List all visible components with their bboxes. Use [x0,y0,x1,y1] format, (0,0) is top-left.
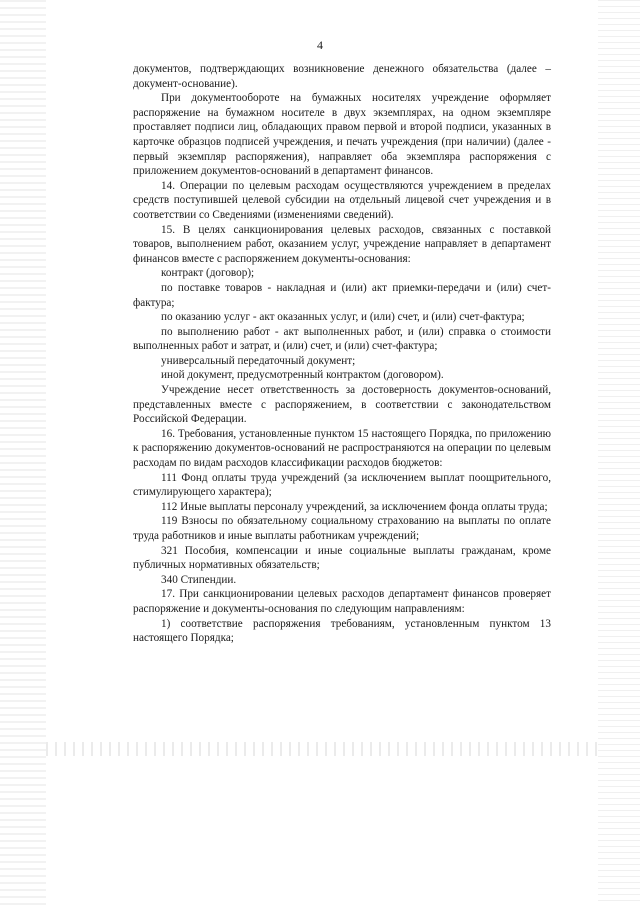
list-item: по поставке товаров - накладная и (или) акт приемки-передачи и (или) счет-фактура; [133,281,551,309]
scan-edge-left [0,0,46,905]
list-item: 1) соответствие распоряжения требованиям, установленным пунктом 13 настоящего Порядка; [133,617,551,645]
list-item: по выполнению работ - акт выполненных работ, и (или) справка о стоимости выполненных работ и затрат, и (или) счет, и (или) счет-фактура; [133,325,551,353]
list-item: иной документ, предусмотренный контрактом (договором). [161,369,444,382]
list-item: по оказанию услуг - акт оказанных услуг, и (или) счет, и (или) счет-фактура; [161,311,525,324]
paragraph: документов, подтверждающих возникновение денежного обязательства (далее – документ-основание). [133,63,551,90]
paragraph: При документообороте на бумажных носителях учреждение оформляет распоряжение на бумажном носителе в двух экземплярах, на одном экземпляре проставляет подписи лиц, обладающих правом первой и второй подписи, указанных в карточке образцов подписей учреждения, и печать учреждения (при наличии) (далее - первый экземпляр распоряжения), направляет оба экземпляра распоряжения с приложением документов-оснований в департамент финансов. [133,92,551,178]
paragraph: 17. При санкционировании целевых расходов департамент финансов проверяет распоряжение и документы-основания по следующим направлениям: [133,588,551,615]
scan-bottom-noise [46,742,598,756]
list-item: 112 Иные выплаты персоналу учреждений, за исключением фонда оплаты труда; [161,500,548,513]
list-item: 111 Фонд оплаты труда учреждений (за исключением выплат поощрительного, стимулирующего характера); [133,471,551,499]
list-item: универсальный передаточный документ; [161,354,356,367]
list-item: контракт (договор); [161,267,255,280]
list-item: 321 Пособия, компенсации и иные социальные выплаты гражданам, кроме публичных нормативных обязательств; [133,544,551,572]
list-item: 119 Взносы по обязательному социальному страхованию на выплаты по оплате труда работников и иные выплаты работникам учреждений; [133,515,551,542]
page-number: 4 [317,38,323,52]
document-body [133,62,551,646]
scan-edge-right [598,0,640,905]
list-item: 340 Стипендии. [161,573,237,586]
paragraph: 16. Требования, установленные пунктом 15 настоящего Порядка, по приложению к распоряжению документов-оснований не распространяются на операции по целевым расходам по видам расходов классификации расходов бюджетов: [133,427,551,470]
paragraph: 15. В целях санкционирования целевых расходов, связанных с поставкой товаров, выполнением работ, оказанием услуг, учреждение направляет в департамент финансов вместе с распоряжением документы-основания: [133,223,551,265]
paragraph: Учреждение несет ответственность за достоверность документов-оснований, представленных вместе с распоряжением, в соответствии с законодательством Российской Федерации. [133,384,551,426]
paragraph: 14. Операции по целевым расходам осуществляются учреждением в пределах средств поступившей целевой субсидии на отдельный лицевой счет учреждения и в соответствии со Сведениями (изменениями сведений). [133,179,551,221]
